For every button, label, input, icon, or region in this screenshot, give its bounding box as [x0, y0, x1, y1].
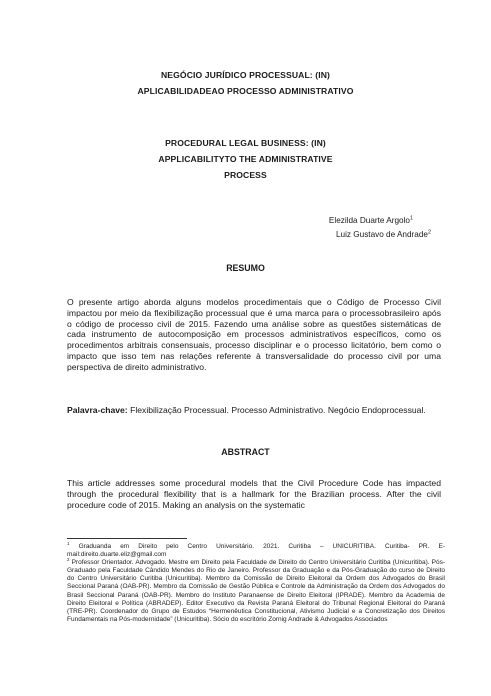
keywords-label: Palavra-chave:	[67, 405, 128, 415]
abstract-heading: ABSTRACT	[221, 447, 270, 457]
keywords-text: Flexibilização Processual. Processo Administrativo. Negócio Endoprocessual.	[130, 405, 426, 415]
english-title-line-2: APPLICABILITYTO THE ADMINISTRATIVE	[158, 154, 333, 164]
portuguese-title	[40, 67, 451, 99]
english-title-line-3: PROCESS	[224, 170, 267, 180]
english-title-line-1: PROCEDURAL LEGAL BUSINESS: (IN)	[165, 138, 326, 148]
author-1	[329, 214, 431, 228]
footnote-1	[67, 540, 445, 559]
author-1-name: Elezilda Duarte Argolo	[328, 216, 410, 225]
footnote-2-text: Professor Orientador. Advogado. Mestre em Direito pela Faculdade de Direito do Centro Universitário Curitiba (Unicuritiba). Pós-Graduado pela Faculdade Cândido Mendes do Rio de Janeiro. Professor da Graduação e da Pós-Graduação do curso de Direito do Centro Universitário Curitiba (Unicuritiba). Membro da Comissão de Direito Eleitoral da Ordem dos Advogados do Brasil Seccional Paraná (OAB-PR). Membro da Comissão de Gestão Pública e Controle da Administração da Ordem dos Advogados do Brasil Seccional Paraná (OAB-PR). Membro do Instituto Paranaense de Direito Eleitoral (IPRADE). Membro da Academia de Direito Eleitoral e Política (ABRADEP). Editor Executivo da Revista Paraná Eleitoral do Tribunal Regional Eleitoral do Paraná (TRE-PR). Coordenador do Grupo de Estudos “Hermenêutica Constitucional, Ativismo Judicial e a Concretização dos Direitos Fundamentais na Pós-modernidade” (Unicuritiba). Sócio do escritório Zornig Andrade & Advogados Associados	[67, 559, 445, 623]
keywords	[67, 405, 441, 416]
author-1-footnote-ref[interactable]: 1	[409, 215, 413, 222]
footnote-1-text: Graduanda em Direito pelo Centro Universitário. 2021. Curitiba – UNICURITIBA. Curitiba- PR. E-mail:direito.duarte.eliz@gmail.com	[67, 543, 445, 559]
resumo-heading: RESUMO	[226, 263, 265, 273]
author-2-name: Luiz Gustavo de Andrade	[335, 230, 428, 239]
english-title	[40, 135, 451, 183]
author-2-footnote-ref[interactable]: 2	[427, 229, 431, 236]
portuguese-title-line-2: APLICABILIDADEAO PROCESSO ADMINISTRATIVO	[137, 86, 354, 96]
footnotes	[67, 540, 445, 624]
author-list	[329, 214, 431, 242]
author-2	[329, 228, 431, 242]
footnote-separator	[67, 538, 187, 539]
footnote-2-number: 2	[67, 557, 70, 563]
abstract-paragraph: This article addresses some procedural models that the Civil Procedure Code has impacted through the procedural flexibility that is a hallmark for the Brazilian process. After the civil procedure code of 2015. Making an analysis on the systematic	[67, 478, 441, 510]
footnote-1-number: 1	[67, 540, 70, 546]
portuguese-title-line-1: NEGÓCIO JURÍDICO PROCESSUAL: (IN)	[161, 70, 330, 80]
resumo-paragraph: O presente artigo aborda alguns modelos procedimentais que o Código de Processo Civil impactou por meio da flexibilização processual que é uma marca para o processobrasileiro após o código de processo civil de 2015. Fazendo uma análise sobre as questões sistemáticas de cada instrumento de autocomposição em processos administrativos específicos, como os procedimentos arbitrais consensuais, processo disciplinar e o processo licitatório, bem como o impacto que isso tem nas relações referente à transversalidade do processo civil por uma perspectiva de direito administrativo.	[67, 297, 441, 372]
footnote-2	[67, 559, 445, 624]
